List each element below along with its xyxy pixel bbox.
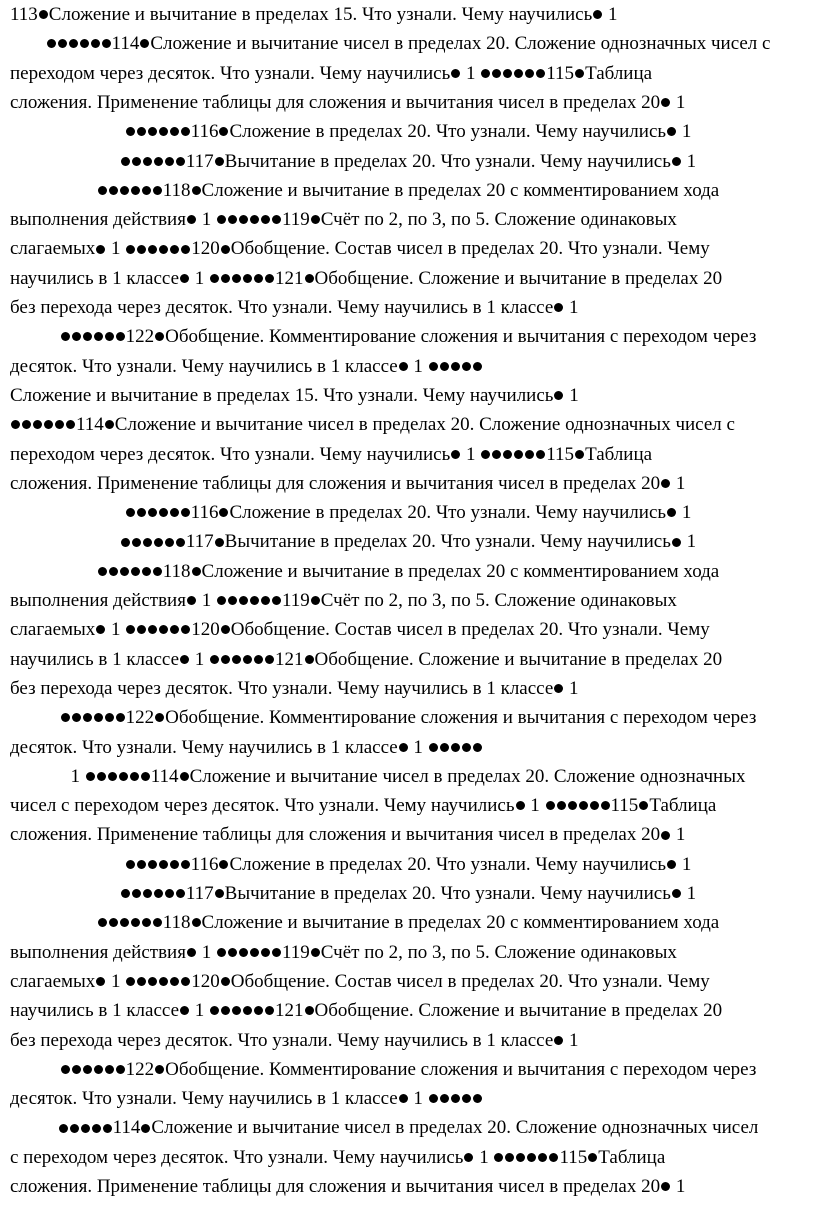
bullet-dot-icon [170,625,179,634]
bullet-dot-icon [109,186,118,195]
bullet-dot-icon [181,860,190,869]
bullet-dot-icon [72,332,81,341]
bullet-dot-icon [176,889,185,898]
text-line: 1 114 Сложение и вычитание чисел в пределах 20. Сложение однозначных [70,765,746,787]
bullet-dot-icon [554,391,563,400]
bullet-dot-icon [221,274,230,283]
bullet-dot-icon [81,1124,90,1133]
bullet-dot-icon [440,1094,449,1103]
bullet-dot-icon [33,420,42,429]
text-line: десяток. Что узнали. Чему научились в 1 классе 1 [0,352,816,381]
bullet-dot-icon [481,69,490,78]
bullet-dot-icon [181,977,190,986]
bullet-dot-icon [72,713,81,722]
bullet-dot-icon [143,889,152,898]
bullet-dot-icon [451,450,460,459]
bullet-dot-icon [137,508,146,517]
bullet-dot-icon [451,1094,460,1103]
bullet-dot-icon [661,479,670,488]
bullet-dot-icon [94,332,103,341]
bullet-dot-icon [221,1006,230,1015]
text-line: переходом через десяток. Что узнали. Чему научились 1 115 Таблица [10,443,653,465]
bullet-dot-icon [219,860,228,869]
bullet-dot-icon [272,215,281,224]
bullet-dot-icon [137,860,146,869]
bullet-dot-icon [667,127,676,136]
bullet-dot-icon [265,274,274,283]
bullet-dot-icon [254,1006,263,1015]
bullet-dot-icon [451,362,460,371]
text-line: без перехода через десяток. Что узнали. Чему научились в 1 классе 1 [10,677,579,699]
bullet-dot-icon [180,655,189,664]
bullet-dot-icon [239,948,248,957]
bullet-dot-icon [59,1124,68,1133]
bullet-dot-icon [116,713,125,722]
bullet-dot-icon [661,1182,670,1191]
bullet-dot-icon [525,69,534,78]
text-line: 116 Сложение в пределах 20. Что узнали. Чему научились 1 [0,850,816,879]
bullet-dot-icon [505,1153,514,1162]
bullet-dot-icon [265,655,274,664]
bullet-dot-icon [148,245,157,254]
bullet-dot-icon [192,567,201,576]
bullet-dot-icon [180,772,189,781]
bullet-dot-icon [514,69,523,78]
bullet-dot-icon [228,596,237,605]
bullet-dot-icon [590,801,599,810]
bullet-dot-icon [131,186,140,195]
bullet-dot-icon [80,39,89,48]
bullet-dot-icon [554,303,563,312]
bullet-dot-icon [105,420,114,429]
bullet-dot-icon [148,508,157,517]
text-line: сложения. Применение таблицы для сложения и вычитания чисел в пределах 20 1 [10,472,686,494]
text-line: 122 Обобщение. Комментирование сложения и вычитания с переходом через [0,1055,816,1084]
bullet-dot-icon [120,567,129,576]
bullet-dot-icon [126,508,135,517]
bullet-dot-icon [92,1124,101,1133]
text-line: слагаемых 1 120 Обобщение. Состав чисел в пределах 20. Что узнали. Чему [10,619,710,641]
bullet-dot-icon [462,362,471,371]
bullet-dot-icon [473,743,482,752]
bullet-dot-icon [254,274,263,283]
bullet-dot-icon [538,1153,547,1162]
bullet-dot-icon [440,362,449,371]
text-line: десяток. Что узнали. Чему научились в 1 классе 1 [0,1084,816,1113]
bullet-dot-icon [126,127,135,136]
bullet-dot-icon [429,743,438,752]
bullet-dot-icon [132,889,141,898]
bullet-dot-icon [399,362,408,371]
text-line: 122 Обобщение. Комментирование сложения и вычитания с переходом через [0,322,816,351]
bullet-dot-icon [170,977,179,986]
bullet-dot-icon [440,743,449,752]
bullet-dot-icon [155,1065,164,1074]
bullet-dot-icon [83,1065,92,1074]
bullet-dot-icon [96,625,105,634]
bullet-dot-icon [575,450,584,459]
bullet-dot-icon [126,625,135,634]
bullet-dot-icon [141,1124,150,1133]
bullet-dot-icon [154,889,163,898]
bullet-dot-icon [121,538,130,547]
bullet-dot-icon [143,157,152,166]
bullet-dot-icon [187,215,196,224]
bullet-dot-icon [176,157,185,166]
text-line: 118 Сложение и вычитание в пределах 20 с комментированием хода [0,176,816,205]
bullet-dot-icon [137,977,146,986]
bullet-dot-icon [516,1153,525,1162]
bullet-dot-icon [98,186,107,195]
bullet-dot-icon [131,918,140,927]
text-line: 116 Сложение в пределах 20. Что узнали. Чему научились 1 [0,498,816,527]
bullet-dot-icon [243,274,252,283]
bullet-dot-icon [311,596,320,605]
bullet-dot-icon [61,713,70,722]
bullet-dot-icon [148,977,157,986]
text-line: сложения. Применение таблицы для сложения и вычитания чисел в пределах 20 1 [10,91,686,113]
bullet-dot-icon [98,918,107,927]
bullet-dot-icon [132,157,141,166]
bullet-dot-icon [66,420,75,429]
text-line: чисел с переходом через десяток. Что узнали. Чему научились 1 115 Таблица [10,795,717,817]
bullet-dot-icon [525,450,534,459]
bullet-dot-icon [154,157,163,166]
bullet-dot-icon [102,39,111,48]
bullet-dot-icon [399,743,408,752]
bullet-dot-icon [473,362,482,371]
bullet-dot-icon [221,245,230,254]
bullet-dot-icon [527,1153,536,1162]
bullet-dot-icon [232,274,241,283]
bullet-dot-icon [672,538,681,547]
bullet-dot-icon [219,508,228,517]
text-line: 122 Обобщение. Комментирование сложения и вычитания с переходом через [0,703,816,732]
bullet-dot-icon [305,274,314,283]
bullet-dot-icon [154,538,163,547]
bullet-dot-icon [232,655,241,664]
bullet-dot-icon [103,1124,112,1133]
bullet-dot-icon [131,567,140,576]
bullet-dot-icon [265,1006,274,1015]
bullet-dot-icon [108,772,117,781]
bullet-dot-icon [254,655,263,664]
bullet-dot-icon [22,420,31,429]
text-line: 117 Вычитание в пределах 20. Что узнали. Чему научились 1 [0,527,816,556]
bullet-dot-icon [126,977,135,986]
text-line: слагаемых 1 120 Обобщение. Состав чисел в пределах 20. Что узнали. Чему [10,970,710,992]
bullet-dot-icon [109,567,118,576]
bullet-dot-icon [210,655,219,664]
bullet-dot-icon [130,772,139,781]
bullet-dot-icon [170,127,179,136]
bullet-dot-icon [217,215,226,224]
bullet-dot-icon [503,450,512,459]
bullet-dot-icon [96,245,105,254]
bullet-dot-icon [119,772,128,781]
text-line: 116 Сложение в пределах 20. Что узнали. Чему научились 1 [0,117,816,146]
bullet-dot-icon [661,98,670,107]
bullet-dot-icon [187,948,196,957]
text-line: без перехода через десяток. Что узнали. Чему научились в 1 классе 1 [10,1029,579,1051]
bullet-dot-icon [94,713,103,722]
bullet-dot-icon [451,69,460,78]
bullet-dot-icon [170,508,179,517]
bullet-dot-icon [462,743,471,752]
bullet-dot-icon [116,332,125,341]
bullet-dot-icon [672,157,681,166]
bullet-dot-icon [667,860,676,869]
text-line: десяток. Что узнали. Чему научились в 1 классе 1 [0,733,816,762]
bullet-dot-icon [180,1006,189,1015]
bullet-dot-icon [153,186,162,195]
bullet-dot-icon [250,948,259,957]
bullet-dot-icon [272,596,281,605]
text-line: 113 Сложение и вычитание в пределах 15. Что узнали. Чему научились 1 [10,4,618,25]
text-line: 114 Сложение и вычитание чисел в пределах 20. Сложение однозначных чисел с [0,410,816,439]
bullet-dot-icon [142,186,151,195]
bullet-dot-icon [210,1006,219,1015]
bullet-dot-icon [170,245,179,254]
bullet-dot-icon [97,772,106,781]
bullet-dot-icon [159,508,168,517]
bullet-dot-icon [137,625,146,634]
bullet-dot-icon [221,655,230,664]
bullet-dot-icon [55,420,64,429]
bullet-dot-icon [181,508,190,517]
bullet-dot-icon [232,1006,241,1015]
bullet-dot-icon [429,362,438,371]
bullet-dot-icon [250,596,259,605]
bullet-dot-icon [44,420,53,429]
bullet-dot-icon [399,1094,408,1103]
bullet-dot-icon [105,332,114,341]
bullet-dot-icon [579,801,588,810]
bullet-dot-icon [464,1153,473,1162]
bullet-dot-icon [61,1065,70,1074]
bullet-dot-icon [261,596,270,605]
bullet-dot-icon [155,713,164,722]
bullet-dot-icon [170,860,179,869]
text-line: выполнения действия 1 119 Счёт по 2, по 3, по 5. Сложение одинаковых [10,941,677,963]
bullet-dot-icon [83,332,92,341]
bullet-dot-icon [148,625,157,634]
bullet-dot-icon [153,567,162,576]
bullet-dot-icon [132,538,141,547]
text-line: научились в 1 классе 1 121 Обобщение. Сложение и вычитание в пределах 20 [10,648,723,670]
text-line: научились в 1 классе 1 121 Обобщение. Сложение и вычитание в пределах 20 [10,1000,723,1022]
bullet-dot-icon [568,801,577,810]
bullet-dot-icon [91,39,100,48]
text-line: 118 Сложение и вычитание в пределах 20 с комментированием хода [0,557,816,586]
text-line: слагаемых 1 120 Обобщение. Состав чисел в пределах 20. Что узнали. Чему [10,238,710,260]
bullet-dot-icon [94,1065,103,1074]
bullet-dot-icon [116,1065,125,1074]
bullet-dot-icon [165,538,174,547]
bullet-dot-icon [451,743,460,752]
text-line: научились в 1 классе 1 121 Обобщение. Сложение и вычитание в пределах 20 [10,267,723,289]
text-line: переходом через десяток. Что узнали. Чему научились 1 115 Таблица [10,62,653,84]
bullet-dot-icon [494,1153,503,1162]
bullet-dot-icon [72,1065,81,1074]
bullet-dot-icon [215,889,224,898]
bullet-dot-icon [61,332,70,341]
bullet-dot-icon [492,450,501,459]
bullet-dot-icon [492,69,501,78]
bullet-dot-icon [126,860,135,869]
bullet-dot-icon [142,918,151,927]
bullet-dot-icon [141,772,150,781]
bullet-dot-icon [243,1006,252,1015]
bullet-dot-icon [639,801,648,810]
bullet-dot-icon [69,39,78,48]
bullet-dot-icon [105,1065,114,1074]
bullet-dot-icon [305,655,314,664]
bullet-dot-icon [86,772,95,781]
bullet-dot-icon [217,596,226,605]
bullet-dot-icon [221,625,230,634]
bullet-dot-icon [546,801,555,810]
text-line: сложения. Применение таблицы для сложения и вычитания чисел в пределах 20 1 [10,824,686,846]
bullet-dot-icon [243,655,252,664]
bullet-dot-icon [159,625,168,634]
bullet-dot-icon [137,245,146,254]
bullet-dot-icon [429,1094,438,1103]
bullet-dot-icon [536,69,545,78]
bullet-dot-icon [159,127,168,136]
bullet-dot-icon [239,215,248,224]
bullet-dot-icon [462,1094,471,1103]
text-line: сложения. Применение таблицы для сложения и вычитания чисел в пределах 20 1 [10,1176,686,1197]
bullet-dot-icon [70,1124,79,1133]
bullet-dot-icon [58,39,67,48]
bullet-dot-icon [549,1153,558,1162]
bullet-dot-icon [215,538,224,547]
bullet-dot-icon [121,157,130,166]
bullet-dot-icon [180,274,189,283]
text-line: без перехода через десяток. Что узнали. Чему научились в 1 классе 1 [10,297,579,318]
bullet-dot-icon [305,1006,314,1015]
text-line: с переходом через десяток. Что узнали. Чему научились 1 115 Таблица [10,1146,666,1168]
bullet-dot-icon [516,801,525,810]
bullet-dot-icon [221,977,230,986]
bullet-dot-icon [148,127,157,136]
bullet-dot-icon [239,596,248,605]
bullet-dot-icon [176,538,185,547]
bullet-dot-icon [165,157,174,166]
bullet-dot-icon [250,215,259,224]
bullet-dot-icon [261,948,270,957]
bullet-dot-icon [557,801,566,810]
bullet-dot-icon [217,948,226,957]
bullet-dot-icon [165,889,174,898]
bullet-dot-icon [481,450,490,459]
bullet-dot-icon [667,508,676,517]
bullet-dot-icon [272,948,281,957]
text-line: выполнения действия 1 119 Счёт по 2, по 3, по 5. Сложение одинаковых [10,209,677,231]
bullet-dot-icon [140,39,149,48]
bullet-dot-icon [228,948,237,957]
text-line: 118 Сложение и вычитание в пределах 20 с комментированием хода [0,908,816,937]
bullet-dot-icon [261,215,270,224]
bullet-dot-icon [181,625,190,634]
bullet-dot-icon [192,918,201,927]
bullet-dot-icon [142,567,151,576]
bullet-dot-icon [473,1094,482,1103]
bullet-dot-icon [159,860,168,869]
bullet-dot-icon [47,39,56,48]
text-line: 117 Вычитание в пределах 20. Что узнали. Чему научились 1 [0,147,816,176]
bullet-dot-icon [210,274,219,283]
bullet-dot-icon [181,127,190,136]
text-line: 114 Сложение и вычитание чисел в пределах 20. Сложение однозначных чисел с [0,29,816,58]
bullet-dot-icon [159,977,168,986]
bullet-dot-icon [311,215,320,224]
bullet-dot-icon [120,186,129,195]
bullet-dot-icon [143,538,152,547]
bullet-dot-icon [96,977,105,986]
text-line: Сложение и вычитание в пределах 15. Что узнали. Чему научились 1 [10,384,579,406]
bullet-dot-icon [672,889,681,898]
bullet-dot-icon [11,420,20,429]
bullet-dot-icon [155,332,164,341]
bullet-dot-icon [187,596,196,605]
bullet-dot-icon [83,713,92,722]
bullet-dot-icon [554,684,563,693]
bullet-dot-icon [219,127,228,136]
bullet-dot-icon [109,918,118,927]
bullet-dot-icon [148,860,157,869]
bullet-dot-icon [593,10,602,19]
bullet-dot-icon [601,801,610,810]
text-line: 117 Вычитание в пределах 20. Что узнали. Чему научились 1 [0,879,816,908]
bullet-dot-icon [228,215,237,224]
bullet-dot-icon [105,713,114,722]
bullet-dot-icon [536,450,545,459]
bullet-dot-icon [575,69,584,78]
bullet-dot-icon [181,245,190,254]
bullet-dot-icon [588,1153,597,1162]
bullet-dot-icon [137,127,146,136]
bullet-dot-icon [503,69,512,78]
text-line: выполнения действия 1 119 Счёт по 2, по 3, по 5. Сложение одинаковых [10,590,677,611]
bullet-dot-icon [311,948,320,957]
bullet-dot-icon [120,918,129,927]
bullet-dot-icon [514,450,523,459]
bullet-dot-icon [121,889,130,898]
bullet-dot-icon [192,186,201,195]
bullet-dot-icon [159,245,168,254]
bullet-dot-icon [98,567,107,576]
bullet-dot-icon [39,10,48,19]
bullet-dot-icon [126,245,135,254]
text-line: 114 Сложение и вычитание чисел в пределах 20. Сложение однозначных чисел [0,1113,816,1142]
bullet-dot-icon [153,918,162,927]
bullet-dot-icon [554,1036,563,1045]
bullet-dot-icon [215,157,224,166]
bullet-dot-icon [661,831,670,840]
